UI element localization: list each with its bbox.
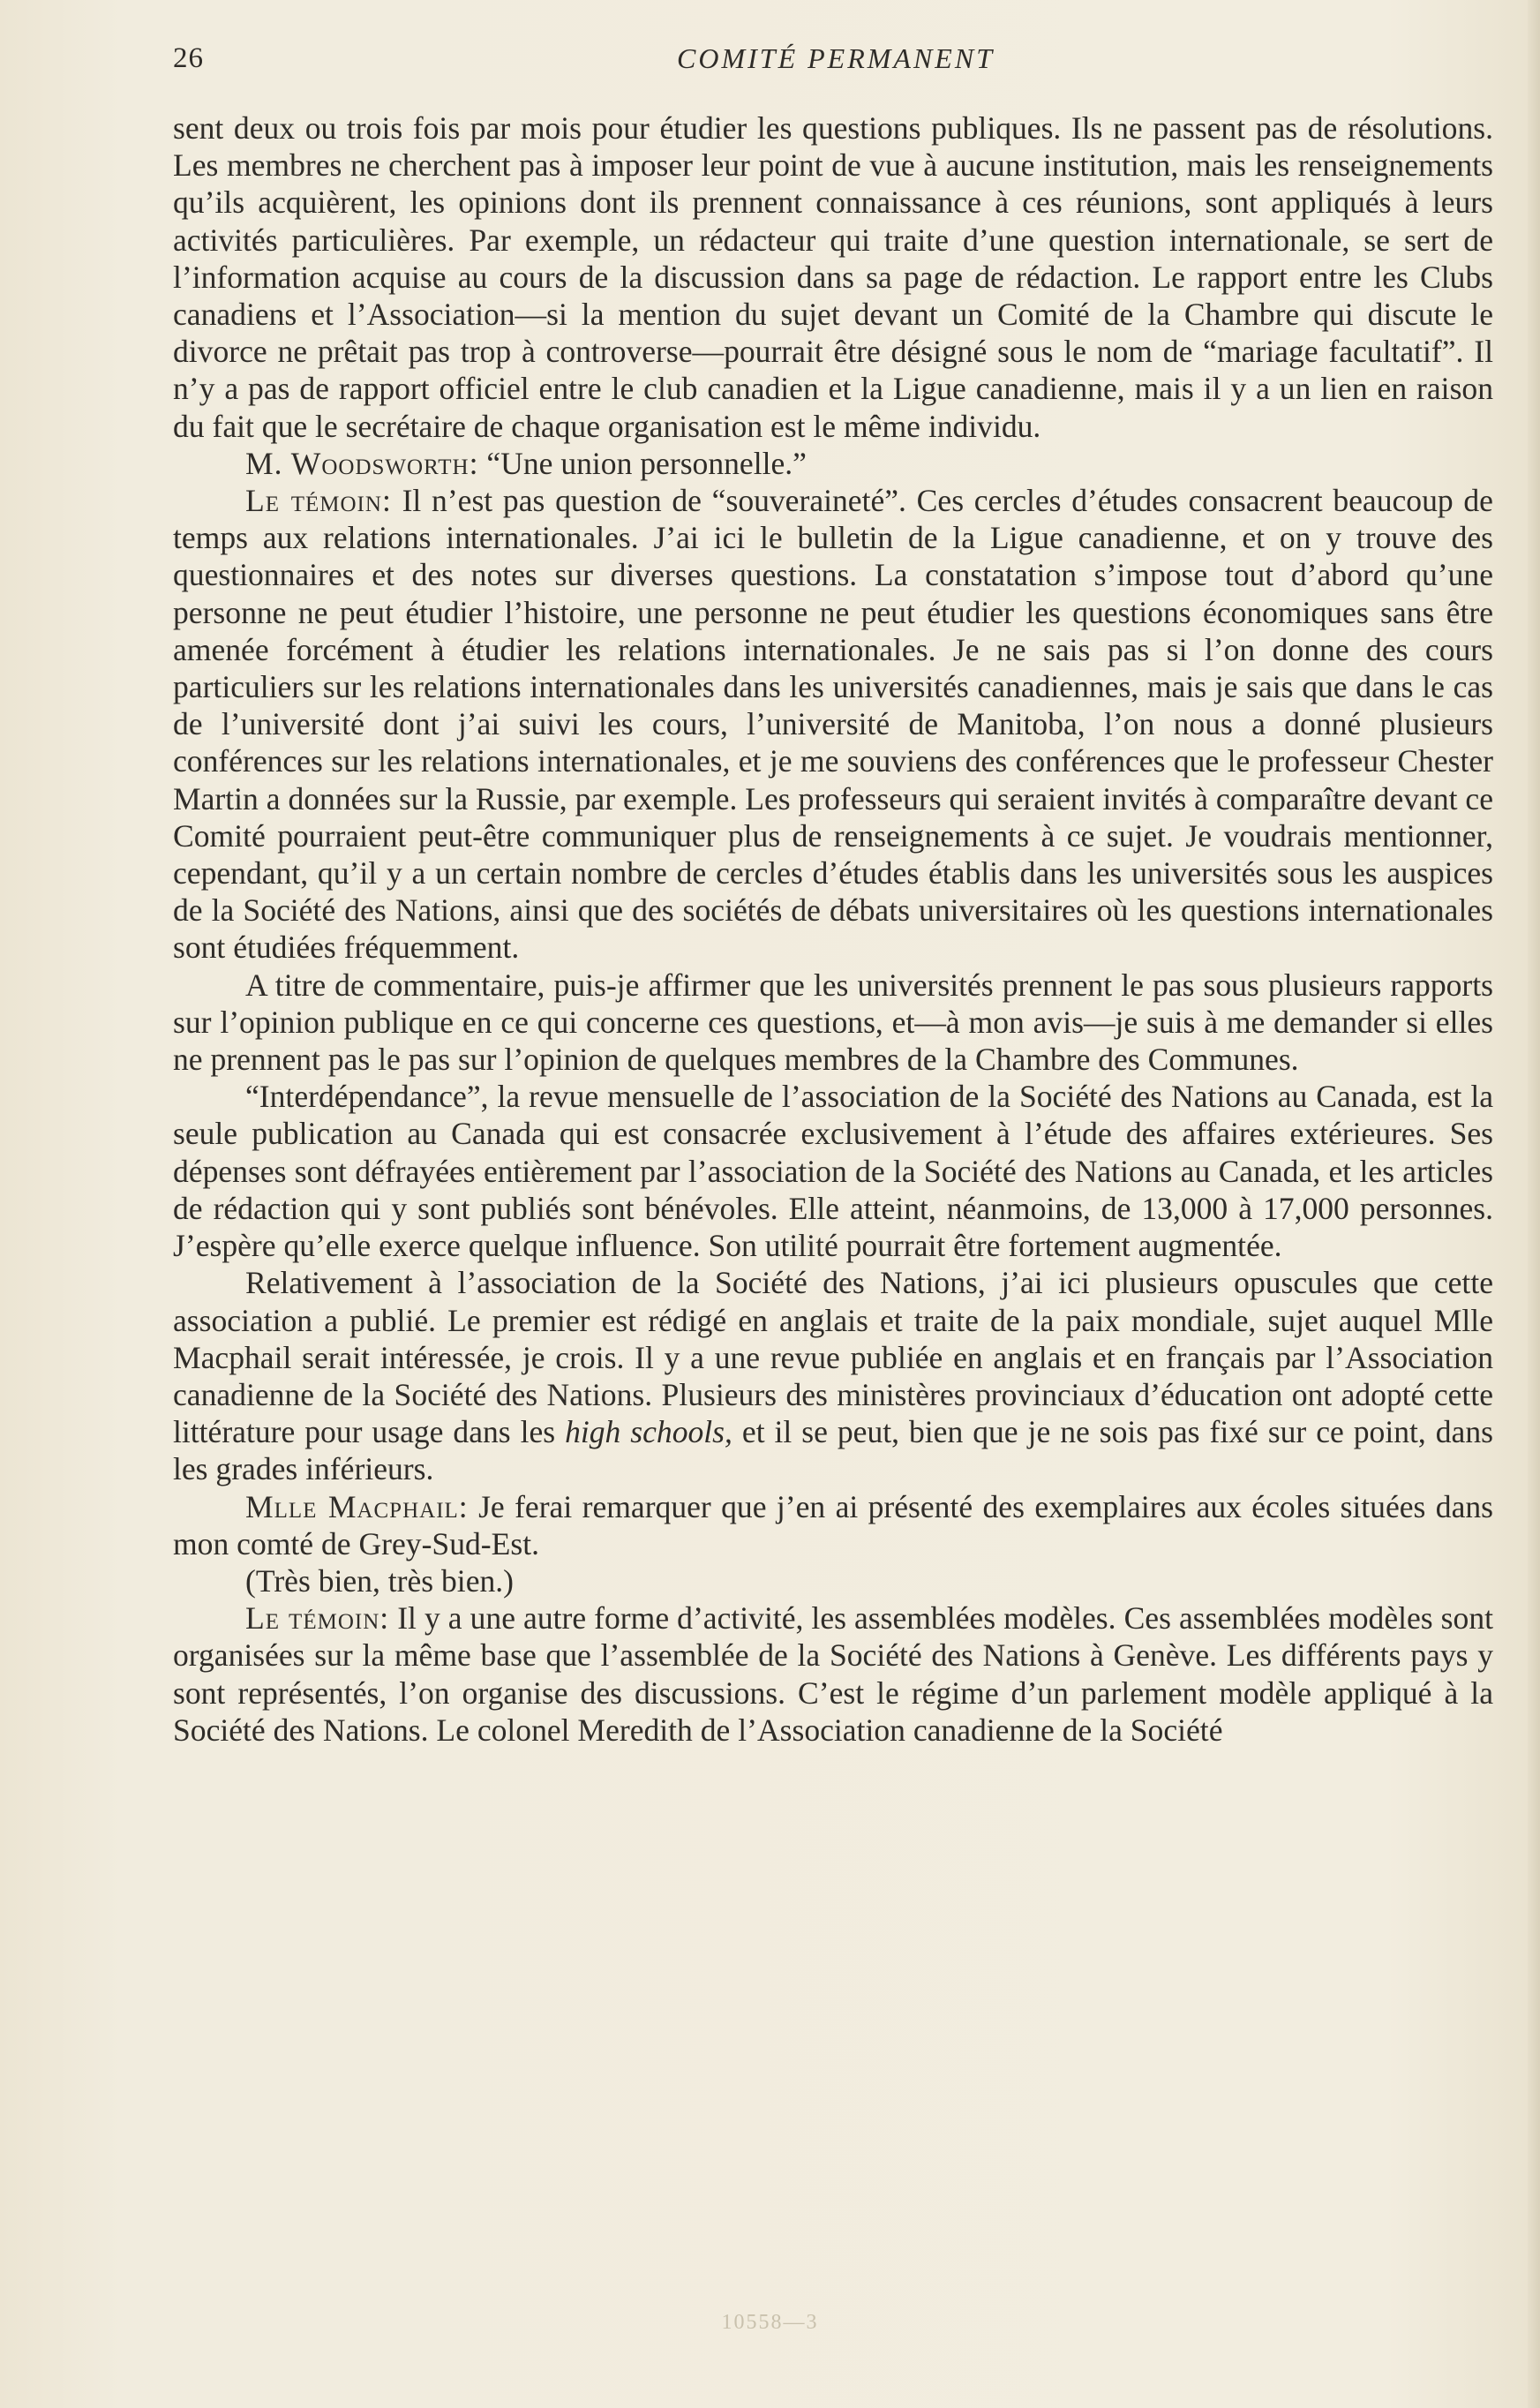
page-number: 26 bbox=[173, 42, 204, 74]
paragraph: sent deux ou trois fois par mois pour étudier les questions publiques. Ils ne passent pas de résolutions. Les membres ne cherchent pas à imposer leur point de vue à aucune institution, mais les renseignements qu’ils acquièrent, les opinions dont ils prennent connaissance à ces réunions, sont appliqués à leurs activités particulières. Par exemple, un rédacteur qui traite d’une question internationale, se sert de l’information acquise au cours de la discussion dans sa page de rédaction. Le rapport entre les Clubs canadiens et l’Association—si la mention du sujet devant un Comité de la Chambre qui discute le divorce ne prêtait pas trop à controverse—pourrait être désigné sous le nom de “mariage facultatif”. Il n’y a pas de rapport officiel entre le club canadien et la Ligue canadienne, mais il y a un lien en raison du fait que le secrétaire de chaque organisation est le même individu. bbox=[173, 110, 1493, 444]
speech-text: Il y a une autre forme d’activité, les assemblées modèles. Ces assemblées modèles sont organisées sur la même base que l’assemblée de la Société des Nations à Genève. Les différents pays y sont représentés, l’on organise des discussions. C’est le régime d’un parlement modèle appliqué à la Société des Nations. Le colonel Meredith de l’Association canadienne de la Société bbox=[173, 1600, 1493, 1748]
speaker-name: Le témoin: bbox=[245, 483, 392, 519]
paragraph: (Très bien, très bien.) bbox=[245, 1562, 515, 1599]
speech-text: Il n’est pas question de “souveraineté”. Ces cercles d’études consacrent beaucoup de temps aux relations internationales. J’ai ici le bulletin de la Ligue canadienne, et on y trouve des questionnaires et des notes sur diverses questions. La constatation s’impose tout d’abord qu’une personne ne peut étudier l’histoire, une personne ne peut étudier les questions économiques sans être amenée forcément à étudier les relations internationales. Je ne sais pas si l’on donne des cours particuliers sur les relations internationales dans les universités canadiennes, mais je sais que dans le cas de l’université dont j’ai suivi les cours, l’université de Manitoba, l’on nous a donné plusieurs conférences sur les relations internationales, et je me souviens des conférences que le professeur Chester Martin a données sur la Russie, par exemple. Les professeurs qui seraient invités à comparaître devant ce Comité pourraient peut-être communiquer plus de renseignements à ce sujet. Je voudrais mentionner, cependant, qu’il y a un certain nombre de cercles d’études établis dans les universités sous les auspices de la Société des Nations, ainsi que des sociétés de débats universitaires où les questions internationales sont étudiées fréquemment. bbox=[173, 483, 1493, 966]
paragraph bbox=[173, 1264, 1493, 1487]
paragraph: “Interdépendance”, la revue mensuelle de l’association de la Société des Nations au Canada, est la seule publication au Canada qui est consacrée exclusivement à l’étude des affaires extérieures. Ses dépenses sont défrayées entièrement par l’association de la Société des Nations au Canada, et les articles de rédaction qui y sont publiés sont bénévoles. Elle atteint, néanmoins, de 13,000 à 17,000 personnes. J’espère qu’elle exerce quelque influence. Son utilité pourrait être fortement augmentée. bbox=[173, 1079, 1493, 1264]
italic-term: high schools, bbox=[565, 1414, 732, 1450]
paragraph-text: Relativement à l’association de la Société des Nations, j’ai ici plusieurs opuscules que cette association a publié. Le premier est rédigé en anglais et traite de la paix mondiale, sujet auquel Mlle Macphail serait intéressée, je crois. Il y a une revue publiée en anglais et en français par l’Association canadienne de la Société des Nations. Plusieurs des ministères provinciaux d’éducation ont adopté cette littérature pour usage dans les bbox=[173, 1265, 1493, 1450]
speaker-paragraph bbox=[173, 445, 1493, 482]
paragraph-text: et il se peut, bien que je ne sois pas fixé sur ce point, dans les grades inférieurs. bbox=[173, 1414, 1493, 1487]
page-header bbox=[173, 42, 1499, 87]
speech-text: “Une union personnelle.” bbox=[486, 445, 807, 481]
speech-text: Je ferai remarquer que j’en ai présenté des exemplaires aux écoles situées dans mon comté de Grey-Sud-Est. bbox=[173, 1488, 1493, 1561]
body-text bbox=[173, 109, 1493, 1749]
speaker-name: M. Woodsworth: bbox=[245, 445, 479, 481]
footer-mark: 10558—3 bbox=[721, 2311, 819, 2334]
speaker-paragraph bbox=[173, 482, 1493, 967]
paragraph: A titre de commentaire, puis-je affirmer que les universités prennent le pas sous plusieurs rapports sur l’opinion publique en ce qui concerne ces questions, et—à mon avis—je suis à me demander si elles ne prennent pas le pas sur l’opinion de quelques membres de la Chambre des Communes. bbox=[173, 967, 1493, 1078]
page-edge bbox=[1528, 0, 1540, 2408]
speaker-name: Mlle Macphail: bbox=[245, 1488, 469, 1524]
speaker-name: Le témoin: bbox=[245, 1600, 390, 1637]
speaker-paragraph bbox=[173, 1599, 1493, 1749]
speaker-paragraph bbox=[173, 1488, 1493, 1562]
running-head: COMITÉ PERMANENT bbox=[677, 42, 995, 74]
